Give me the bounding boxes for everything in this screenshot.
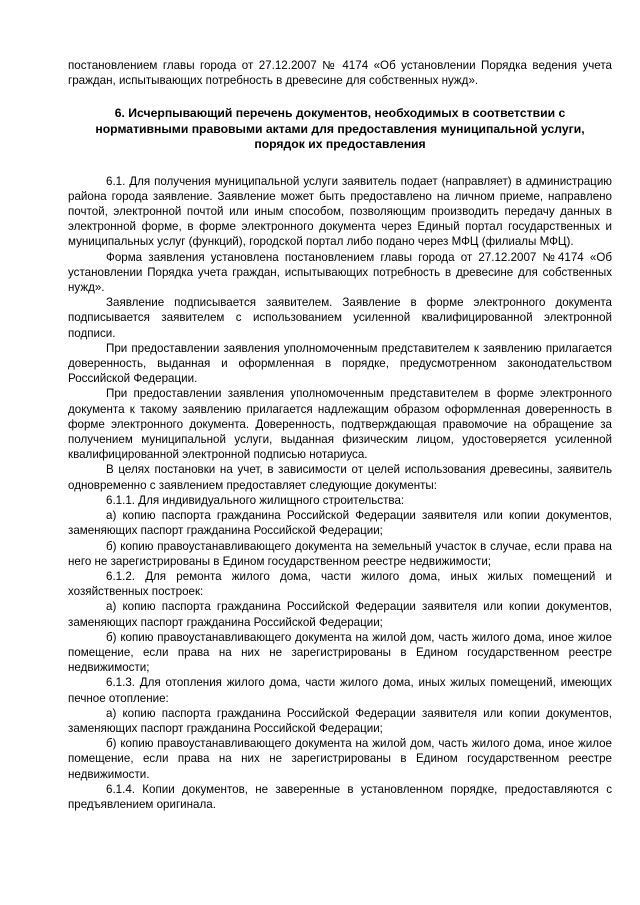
list-item: б) копию правоустанавливающего документа на жилой дом, часть жилого дома, иное жилое помещение, если права на них не зарегистрированы в Едином государственном реестре недвижимости. (68, 737, 612, 781)
list-item: а) копию паспорта гражданина Российской Федерации заявителя или копии документов, заменяющих паспорт гражданина Российской Федерации; (68, 600, 612, 629)
intro-paragraph: постановлением главы города от 27.12.2007 № 4174 «Об установлении Порядка ведения учета граждан, испытывающих потребность в древесине для собственных нужд». (68, 59, 612, 88)
list-item: а) копию паспорта гражданина Российской Федерации заявителя или копии документов, заменяющих паспорт гражданина Российской Федерации; (68, 706, 612, 735)
paragraph-6-1: 6.1. Для получения муниципальной услуги заявитель подает (направляет) в администрацию района города заявление. Заявление может быть предоставлено на личном приеме, направлено почтой, электронной почтой или иным способом, позволяющим производить передачу данных в электронной форме, в форме электронного документа через Единый портал государственных и муниципальных услуг (функций), городской портал либо подано через МФЦ (филиалы МФЦ). (68, 174, 612, 249)
paragraph-6-1-1: 6.1.1. Для индивидуального жилищного строительства: (106, 493, 405, 507)
section-heading (68, 106, 612, 152)
list-item: а) копию паспорта гражданина Российской Федерации заявителя или копии документов, заменяющих паспорт гражданина Российской Федерации; (68, 509, 612, 538)
paragraph-signature: Заявление подписывается заявителем. Заявление в форме электронного документа подписывается заявителем с использованием усиленной квалифицированной электронной подписи. (68, 296, 612, 340)
document-page (68, 58, 612, 812)
paragraph-6-1-2: 6.1.2. Для ремонта жилого дома, части жилого дома, иных жилых помещений и хозяйственных построек: (68, 569, 612, 599)
paragraph-6-1-3: 6.1.3. Для отопления жилого дома, части жилого дома, иных жилых помещений, имеющих печное отопление: (68, 676, 612, 705)
section-heading-line: порядок их предоставления (254, 137, 426, 152)
section-heading-line: нормативными правовыми актами для предоставления муниципальной услуги, (95, 121, 585, 136)
paragraph-6-1-4: 6.1.4. Копии документов, не заверенные в установленном порядке, предоставляются с предъявлением оригинала. (68, 782, 612, 811)
paragraph-form: Форма заявления установлена постановлением главы города от 27.12.2007 №4174 «Об установлении Порядка учета граждан, испытывающих потребность в древесине для собственных нужд». (68, 250, 612, 295)
paragraph-representative: При предоставлении заявления уполномоченным представителем к заявлению прилагается доверенность, выданная и оформленная в порядке, предусмотренном законодательством Российской Федерации. (68, 341, 612, 386)
section-heading-line: 6. Исчерпывающий перечень документов, необходимых в соответствии с (114, 106, 566, 121)
list-item: б) копию правоустанавливающего документа на жилой дом, часть жилого дома, иное жилое помещение, если права на них не зарегистрированы в Едином государственном реестре недвижимости; (68, 630, 612, 675)
paragraph-registration: В целях постановки на учет, в зависимости от целей использования древесины, заявитель одновременно с заявлением предоставляет следующие документы: (68, 463, 612, 492)
paragraph-representative-electronic: При предоставлении заявления уполномоченным представителем в форме электронного документа к такому заявлению прилагается надлежащим образом оформленная доверенность в форме электронного документа. Доверенность, подтверждающая правомочие на обращение за получением муниципальной услуги, выданная физическим лицом, удостоверяется усиленной квалифицированной электронной подписью нотариуса. (68, 387, 612, 462)
list-item: б) копию правоустанавливающего документа на земельный участок в случае, если права на него не зарегистрированы в Едином государственном реестре недвижимости; (68, 539, 612, 568)
